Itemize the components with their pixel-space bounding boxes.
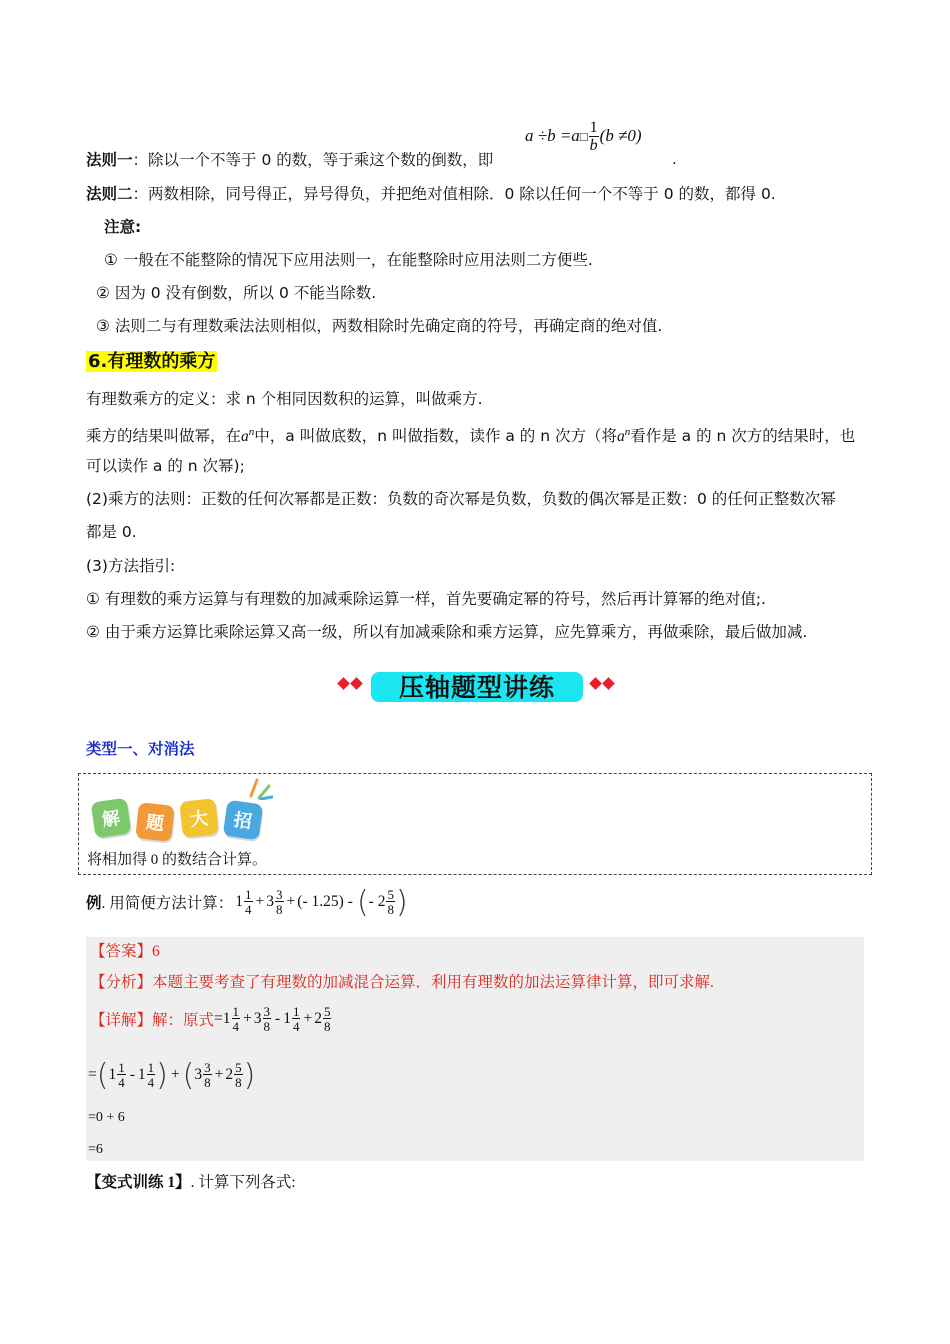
example-term2-frac [275,888,284,916]
rule-one-formula [525,120,642,154]
variant-tag: 【变式训练 1】 [86,1174,191,1191]
example-op: - [347,893,353,910]
tip-badge: 解 [91,798,132,839]
frac-num: 5 [387,887,394,902]
power-terms-part2: 中，a 叫做底数，n 叫做指数，读作 a 的 n 次方（将 [254,427,617,446]
step1-frac-a [232,1005,241,1033]
rule-one-end: . [672,150,677,168]
step3-line: =0 + 6 [88,1110,125,1125]
power-law-line1: (2)乘方的法则：正数的任何次幂都是正数：负数的奇次幂是负数，负数的偶次幂是正数：0 的任何正整数次幂 [86,490,836,508]
detail-prefix: 解：原式 [152,1012,215,1029]
power-symbol-exp: n [248,426,255,438]
example-op: + [286,893,296,910]
rule-one-label: 法则一 [86,151,133,169]
power-symbol-exp: n [624,426,631,438]
frac-den: 4 [147,1075,155,1090]
note-item: ① 一般在不能整除的情况下应用法则一，在能整除时应用法则二方便些. [104,251,593,269]
step-eq: = [88,1066,97,1083]
rule-one-text: ：除以一个不等于 0 的数，等于乘这个数的倒数，即 [132,151,494,169]
example-term1-frac [244,888,253,916]
right-paren: ) [395,884,408,920]
frac-den: 8 [276,902,283,917]
frac-den: 8 [204,1075,211,1090]
method-item: ② 由于乘方运算比乘除运算又高一级，所以有加减乘除和乘方运算，应先算乘方，再做乘除，最后做加减. [86,623,808,641]
banner-title: 压轴题型讲练 [398,673,555,702]
frac-den: 4 [118,1075,125,1090]
tip-badge: 题 [135,802,175,842]
step-op: + [170,1066,180,1083]
frac-den: 4 [292,1019,300,1034]
step-whole: 1 [283,1010,291,1027]
step-op: + [243,1010,252,1027]
frac-num: 3 [263,1004,271,1019]
example [86,880,408,924]
step-op: + [303,1010,313,1027]
tip-badge: 大 [179,798,219,838]
power-symbol-base: a [241,428,249,446]
formula-fraction [589,120,599,154]
analysis-tag: 【分析】 [90,974,153,991]
frac-num: 1 [232,1004,240,1019]
variant-text: . 计算下列各式: [190,1174,296,1191]
section-heading-text: 6.有理数的乘方 [88,351,216,372]
right-paren: ) [156,1057,168,1093]
answer-tag: 【答案】 [90,943,153,960]
tip-box [78,773,872,875]
power-terms-part1: 乘方的结果叫做幂，在 [86,427,242,446]
frac-den: 8 [263,1019,271,1034]
frac-num: 1 [118,1060,125,1075]
left-paren: ( [96,1057,109,1093]
type-title: 类型一、对消法 [86,740,195,758]
formula-lhs: a ÷b =a [525,125,580,145]
frac-num: 3 [204,1060,211,1075]
step-whole: 3 [194,1066,203,1083]
step2-frac-b [147,1061,156,1089]
formula-dot: □ [579,128,588,144]
power-definition: 有理数乘方的定义：求 n 个相同因数积的运算，叫做乘方. [86,390,483,408]
example-term1-whole: 1 [235,893,244,910]
example-text: . 用简便方法计算： [101,895,234,912]
right-paren: ) [243,1057,256,1093]
frac-num: 1 [292,1004,300,1019]
formula-num: 1 [589,119,598,136]
formula-den: b [589,137,598,154]
step2-frac-c [203,1061,212,1089]
step4-line: =6 [88,1142,103,1157]
step-whole: 1 [108,1066,117,1083]
answer-value: 6 [152,943,160,960]
frac-num: 1 [245,887,252,902]
diamond-icon [337,677,350,690]
note-item: ③ 法则二与有理数乘法法则相似，两数相除时先确定商的符号，再确定商的绝对值. [96,317,663,335]
example-term3: (- 1.25) [297,893,344,910]
left-paren: ( [356,884,369,920]
note-title: 注意: [104,218,142,236]
power-terms-line2: 可以读作 a 的 n 次幂); [86,457,245,475]
step-whole: 3 [253,1010,262,1027]
frac-num: 3 [276,887,283,902]
tip-text: 将相加得 0 的数结合计算。 [87,852,268,868]
power-terms [86,421,855,448]
detail-line [90,999,332,1039]
step-whole: 2 [314,1010,322,1027]
power-law-line2: 都是 0. [86,523,137,541]
example-term2-whole: 3 [266,893,275,910]
step1-frac-b [263,1005,272,1033]
step-whole: 1 [137,1066,146,1083]
note-item: ② 因为 0 没有倒数，所以 0 不能当除数. [96,284,377,302]
step2-line [88,1053,255,1097]
step-op: - [275,1010,281,1027]
rule-two [86,183,776,205]
rule-one [86,149,493,171]
analysis-text: 本题主要考查了有理数的加减混合运算．利用有理数的加法运算律计算，即可求解. [152,974,714,991]
frac-den: 8 [323,1019,331,1034]
step2-frac-d [234,1061,243,1089]
step-whole: 2 [225,1066,234,1083]
answer-box [86,937,864,1161]
method-item: ① 有理数的乘方运算与有理数的加减乘除运算一样，首先要确定幂的符号，然后再计算幂的绝对值;. [86,590,766,608]
answer-line [90,939,160,961]
example-term4-whole: - 2 [368,893,386,910]
example-label: 例 [86,895,102,912]
diamond-icon [350,677,363,690]
frac-num: 5 [323,1004,331,1019]
power-symbol-base: a [616,428,625,446]
example-op: + [255,893,265,910]
analysis-line [90,970,714,992]
left-paren: ( [182,1057,195,1093]
detail-tag: 【详解】 [90,1012,153,1029]
power-terms-part3: 看作是 a 的 n 次方的结果时，也 [630,427,856,446]
frac-den: 8 [235,1075,242,1090]
section-banner [335,666,620,706]
step-op: + [214,1066,224,1083]
diamond-icon [602,677,615,690]
formula-condition: (b ≠0) [599,125,642,145]
frac-den: 4 [232,1019,240,1034]
frac-den: 4 [245,902,252,917]
rule-two-label: 法则二 [86,185,133,203]
section-heading [86,351,217,373]
variant-line [86,1172,296,1194]
tip-badge: 招 [223,800,264,841]
rule-two-text: ：两数相除，同号得正，异号得负，并把绝对值相除．0 除以任何一个不等于 0 的数，都得 0. [132,185,776,203]
example-term4-frac [386,888,395,916]
step-eq: =1 [214,1010,231,1027]
frac-num: 1 [147,1060,155,1075]
frac-den: 8 [387,902,394,917]
sparkle-icon [247,778,273,800]
step1-frac-c [292,1005,301,1033]
step-op: - [129,1066,135,1083]
method-title: (3)方法指引: [86,557,176,575]
tip-badges [89,782,279,838]
step1-frac-d [323,1005,332,1033]
frac-num: 5 [235,1060,242,1075]
step2-frac-a [117,1061,126,1089]
diamond-icon [589,677,602,690]
